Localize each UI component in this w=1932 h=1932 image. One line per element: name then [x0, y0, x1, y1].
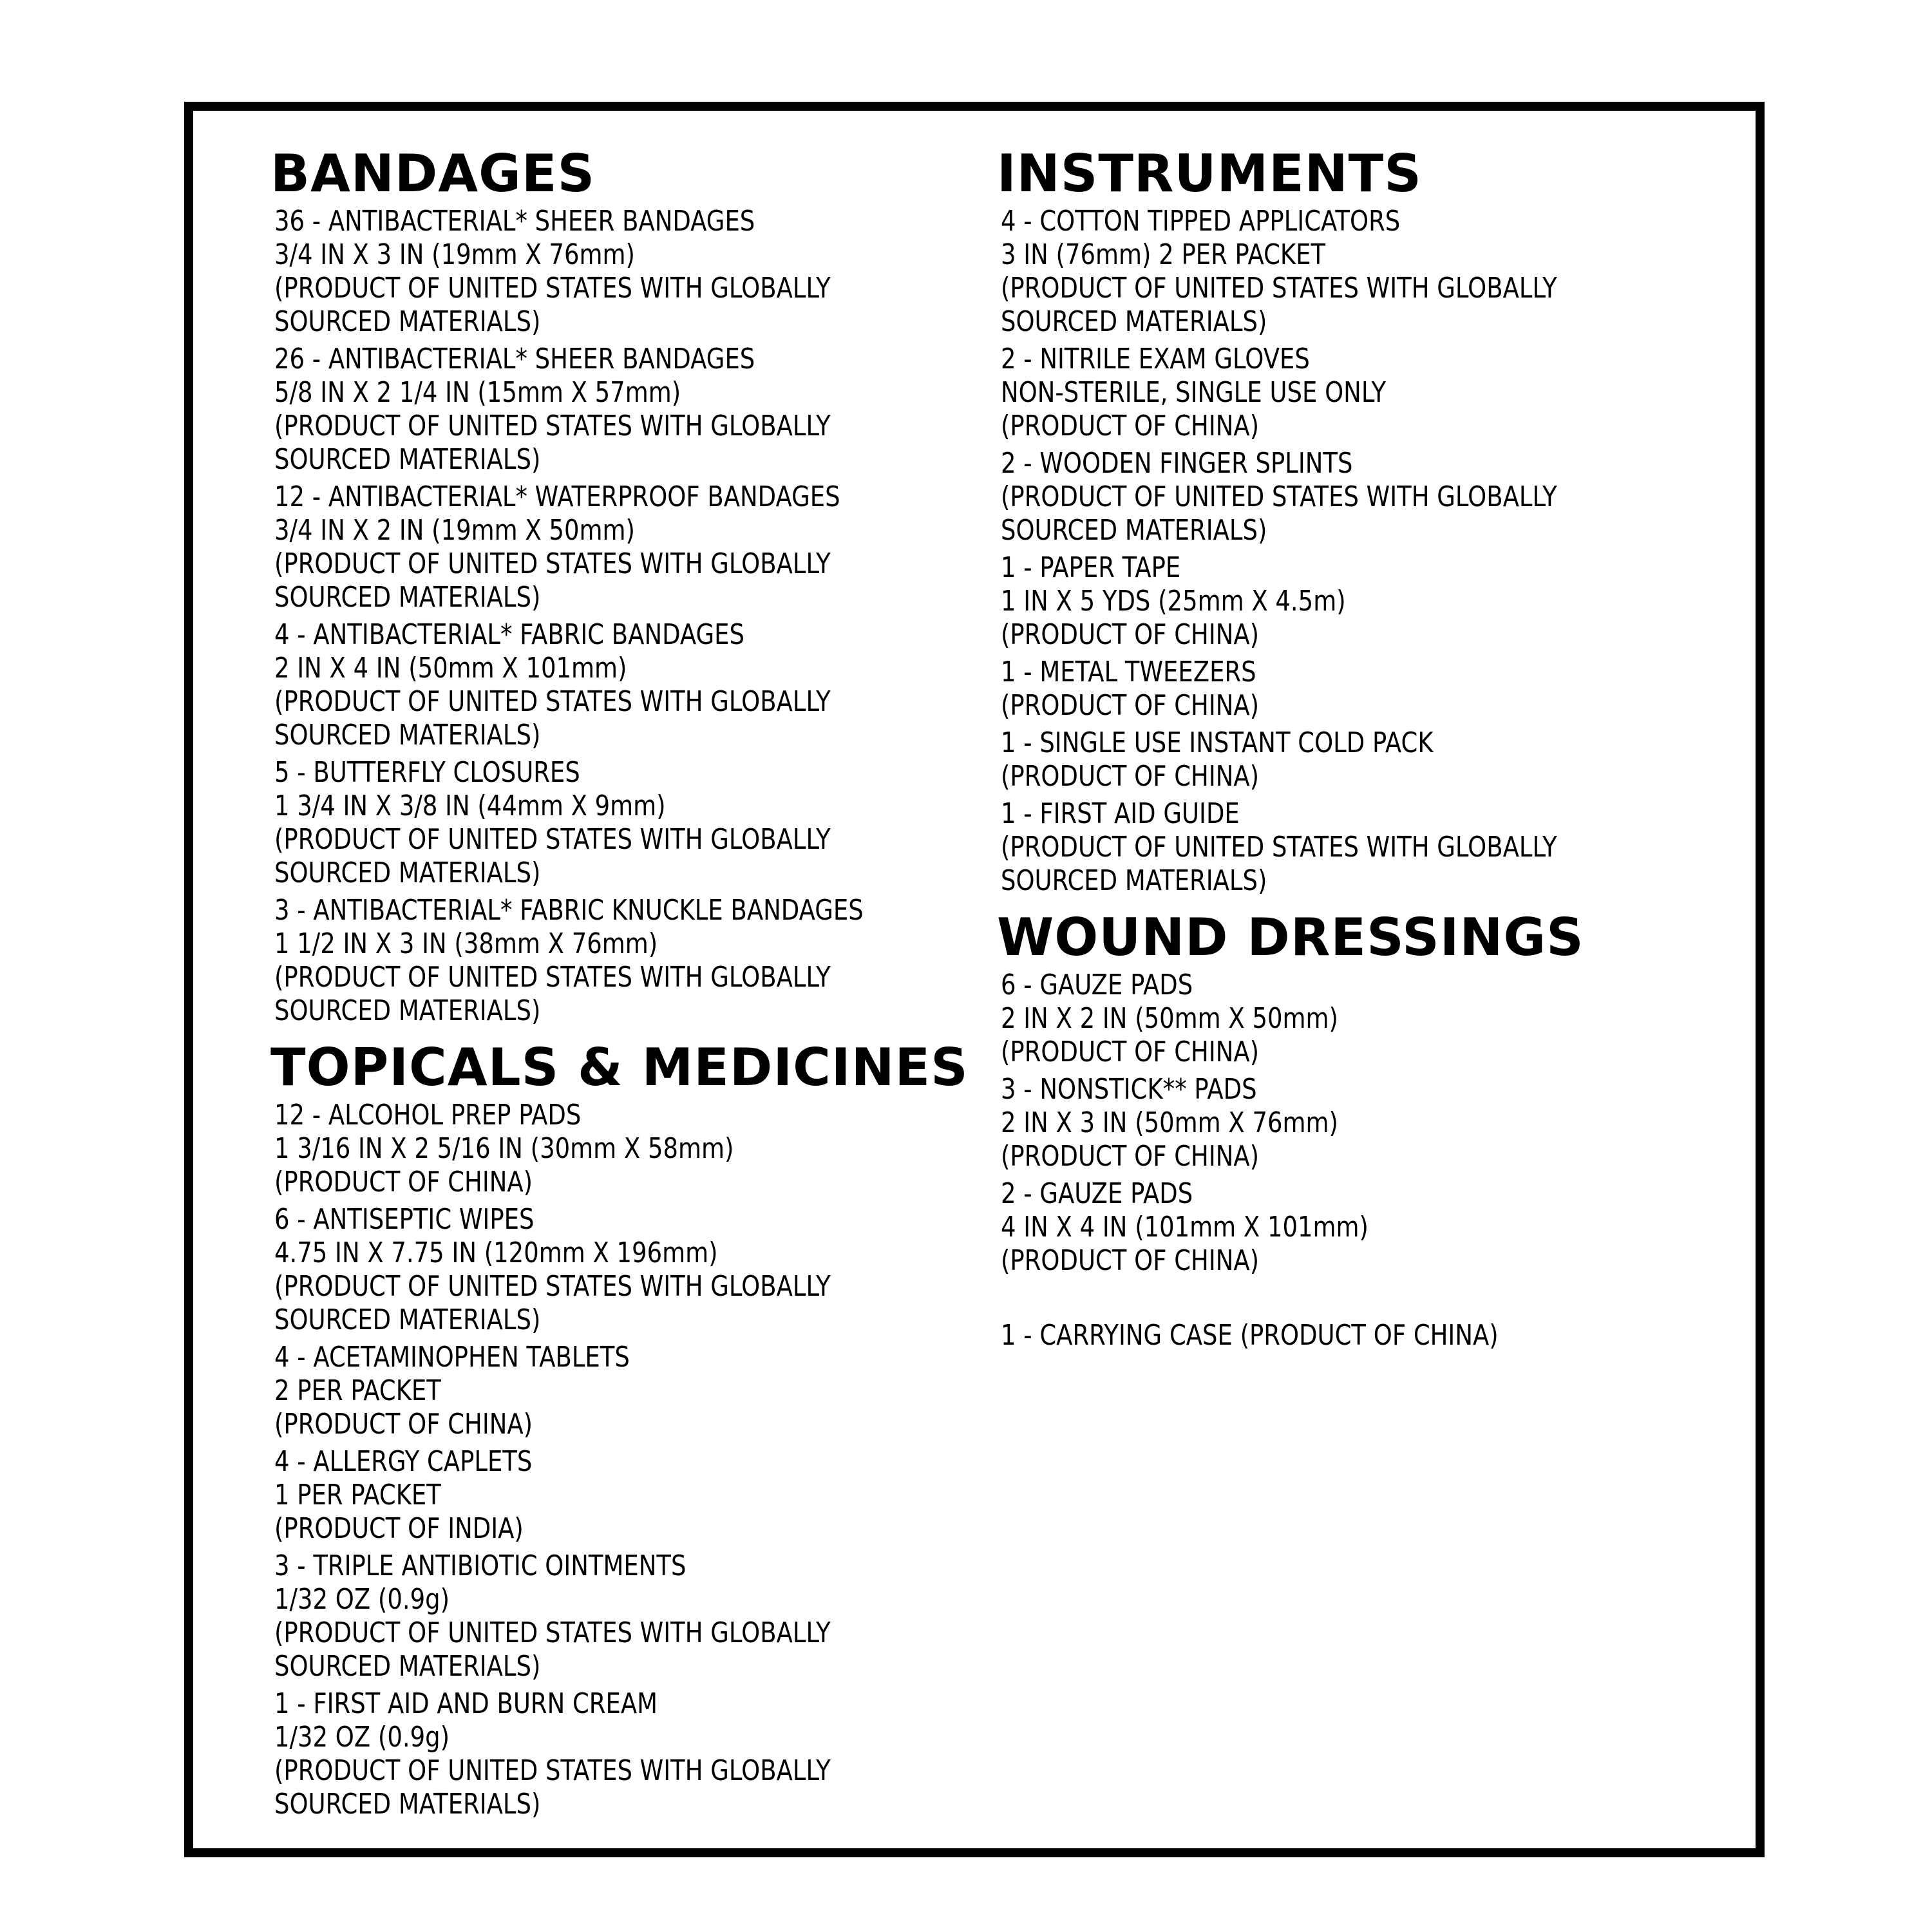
item-name: 3 - NONSTICK** PADS	[1001, 1073, 1257, 1106]
section-instruments	[997, 144, 1645, 898]
list-item	[274, 1445, 957, 1546]
left-column	[270, 144, 969, 1825]
item-detail: 1 3/16 IN X 2 5/16 IN (30mm X 58mm)	[274, 1132, 734, 1165]
item-detail: (PRODUCT OF UNITED STATES WITH GLOBALLY	[1001, 480, 1557, 513]
section-title: TOPICALS & MEDICINES	[270, 1037, 969, 1097]
item-name: 2 - NITRILE EXAM GLOVES	[1001, 343, 1310, 375]
item-detail: 1/32 OZ (0.9g)	[274, 1583, 450, 1616]
list-item	[1001, 205, 1645, 339]
section-title: WOUND DRESSINGS	[997, 907, 1584, 967]
item-detail: SOURCED MATERIALS)	[274, 1303, 541, 1336]
item-name: 2 - WOODEN FINGER SPLINTS	[1001, 447, 1353, 480]
item-detail: SOURCED MATERIALS)	[274, 305, 541, 338]
item-detail: (PRODUCT OF UNITED STATES WITH GLOBALLY	[274, 1754, 831, 1787]
list-item	[274, 343, 957, 477]
list-item	[1001, 726, 1645, 793]
item-detail: (PRODUCT OF UNITED STATES WITH GLOBALLY	[1001, 272, 1557, 305]
section-title: BANDAGES	[270, 144, 596, 204]
item-detail: 1 3/4 IN X 3/8 IN (44mm X 9mm)	[274, 790, 666, 822]
item-name: 36 - ANTIBACTERIAL* SHEER BANDAGES	[274, 205, 755, 238]
list-item	[1001, 447, 1645, 547]
list-item	[274, 205, 957, 339]
list-item	[274, 894, 957, 1028]
section-title: INSTRUMENTS	[997, 144, 1422, 204]
list-item	[1001, 797, 1645, 898]
item-detail: (PRODUCT OF UNITED STATES WITH GLOBALLY	[274, 961, 831, 994]
item-detail: SOURCED MATERIALS)	[1001, 305, 1267, 338]
carrying-case-item: 1 - CARRYING CASE (PRODUCT OF CHINA)	[1001, 1319, 1499, 1352]
list-item	[274, 1341, 957, 1441]
item-detail: (PRODUCT OF UNITED STATES WITH GLOBALLY	[274, 1270, 831, 1303]
item-detail: SOURCED MATERIALS)	[274, 581, 541, 614]
item-name: 1 - FIRST AID AND BURN CREAM	[274, 1687, 658, 1720]
item-detail: (PRODUCT OF CHINA)	[1001, 1140, 1260, 1173]
item-detail: (PRODUCT OF CHINA)	[1001, 410, 1260, 442]
item-name: 1 - SINGLE USE INSTANT COLD PACK	[1001, 726, 1434, 759]
item-name: 4 - ANTIBACTERIAL* FABRIC BANDAGES	[274, 618, 744, 651]
list-item	[1001, 343, 1645, 443]
item-detail: 4 IN X 4 IN (101mm X 101mm)	[1001, 1211, 1368, 1244]
list-item	[274, 1203, 957, 1337]
item-name: 4 - ACETAMINOPHEN TABLETS	[274, 1341, 630, 1374]
item-detail: (PRODUCT OF UNITED STATES WITH GLOBALLY	[274, 1616, 831, 1649]
list-item	[1001, 656, 1645, 723]
item-name: 4 - COTTON TIPPED APPLICATORS	[1001, 205, 1401, 238]
list-item	[274, 1687, 957, 1821]
item-name: 3 - ANTIBACTERIAL* FABRIC KNUCKLE BANDAGES	[274, 894, 864, 927]
list-item	[274, 480, 957, 614]
item-name: 1 - METAL TWEEZERS	[1001, 656, 1256, 688]
item-name: 6 - ANTISEPTIC WIPES	[274, 1203, 535, 1236]
item-detail: SOURCED MATERIALS)	[274, 1788, 541, 1821]
item-detail: 2 IN X 2 IN (50mm X 50mm)	[1001, 1002, 1338, 1035]
item-detail: 3 IN (76mm) 2 PER PACKET	[1001, 238, 1326, 271]
item-detail: (PRODUCT OF INDIA)	[274, 1512, 524, 1545]
item-detail: (PRODUCT OF UNITED STATES WITH GLOBALLY	[274, 685, 831, 718]
item-detail: SOURCED MATERIALS)	[274, 994, 541, 1027]
item-name: 5 - BUTTERFLY CLOSURES	[274, 756, 580, 789]
section-topicals-medicines	[270, 1037, 969, 1821]
item-detail: 1 1/2 IN X 3 IN (38mm X 76mm)	[274, 927, 658, 960]
item-detail: (PRODUCT OF UNITED STATES WITH GLOBALLY	[274, 823, 831, 856]
right-column	[997, 144, 1645, 1352]
list-item	[1001, 1073, 1645, 1173]
list-item	[274, 618, 957, 752]
list-item	[1001, 1177, 1645, 1278]
item-name: 1 - PAPER TAPE	[1001, 551, 1181, 584]
item-detail: (PRODUCT OF CHINA)	[1001, 760, 1260, 793]
list-item	[1001, 969, 1645, 1069]
spacer	[1001, 1282, 1645, 1319]
item-name: 12 - ANTIBACTERIAL* WATERPROOF BANDAGES	[274, 480, 840, 513]
item-name: 12 - ALCOHOL PREP PADS	[274, 1099, 582, 1132]
item-name: 4 - ALLERGY CAPLETS	[274, 1445, 533, 1478]
item-detail: (PRODUCT OF UNITED STATES WITH GLOBALLY	[274, 410, 831, 442]
item-detail: 1 IN X 5 YDS (25mm X 4.5m)	[1001, 585, 1346, 618]
list-item	[1001, 551, 1645, 652]
item-detail: SOURCED MATERIALS)	[274, 719, 541, 752]
item-detail: (PRODUCT OF CHINA)	[274, 1408, 533, 1441]
item-detail: (PRODUCT OF CHINA)	[1001, 689, 1260, 722]
item-name: 26 - ANTIBACTERIAL* SHEER BANDAGES	[274, 343, 755, 375]
item-detail: SOURCED MATERIALS)	[1001, 864, 1267, 897]
section-wound-dressings	[997, 907, 1645, 1278]
section-bandages	[270, 144, 957, 1028]
item-name: 1 - FIRST AID GUIDE	[1001, 797, 1240, 830]
right-column-sections	[997, 144, 1645, 1278]
item-detail: 1/32 OZ (0.9g)	[274, 1721, 450, 1754]
item-detail: 2 IN X 3 IN (50mm X 76mm)	[1001, 1106, 1338, 1139]
list-item	[274, 756, 957, 890]
item-detail: 1 PER PACKET	[274, 1479, 441, 1511]
item-detail: (PRODUCT OF UNITED STATES WITH GLOBALLY	[1001, 831, 1557, 864]
item-detail: SOURCED MATERIALS)	[1001, 514, 1267, 547]
item-detail: NON-STERILE, SINGLE USE ONLY	[1001, 376, 1387, 409]
item-detail: (PRODUCT OF UNITED STATES WITH GLOBALLY	[274, 547, 831, 580]
item-detail: SOURCED MATERIALS)	[274, 1650, 541, 1683]
item-detail: SOURCED MATERIALS)	[274, 443, 541, 476]
item-detail: (PRODUCT OF CHINA)	[274, 1166, 533, 1198]
item-name: 2 - GAUZE PADS	[1001, 1177, 1193, 1210]
item-detail: (PRODUCT OF CHINA)	[1001, 1036, 1260, 1068]
item-detail: 3/4 IN X 2 IN (19mm X 50mm)	[274, 514, 635, 547]
item-detail: 3/4 IN X 3 IN (19mm X 76mm)	[274, 238, 635, 271]
item-detail: 4.75 IN X 7.75 IN (120mm X 196mm)	[274, 1236, 718, 1269]
item-name: 3 - TRIPLE ANTIBIOTIC OINTMENTS	[274, 1549, 687, 1582]
item-detail: 2 PER PACKET	[274, 1374, 441, 1407]
list-item	[274, 1549, 957, 1683]
contents-panel	[184, 102, 1765, 1857]
item-detail: (PRODUCT OF CHINA)	[1001, 618, 1260, 651]
item-detail: (PRODUCT OF CHINA)	[1001, 1244, 1260, 1277]
list-item	[274, 1099, 957, 1199]
item-detail: SOURCED MATERIALS)	[274, 857, 541, 889]
item-detail: 5/8 IN X 2 1/4 IN (15mm X 57mm)	[274, 376, 681, 409]
item-detail: 2 IN X 4 IN (50mm X 101mm)	[274, 652, 627, 685]
item-detail: (PRODUCT OF UNITED STATES WITH GLOBALLY	[274, 272, 831, 305]
item-name: 6 - GAUZE PADS	[1001, 969, 1193, 1001]
